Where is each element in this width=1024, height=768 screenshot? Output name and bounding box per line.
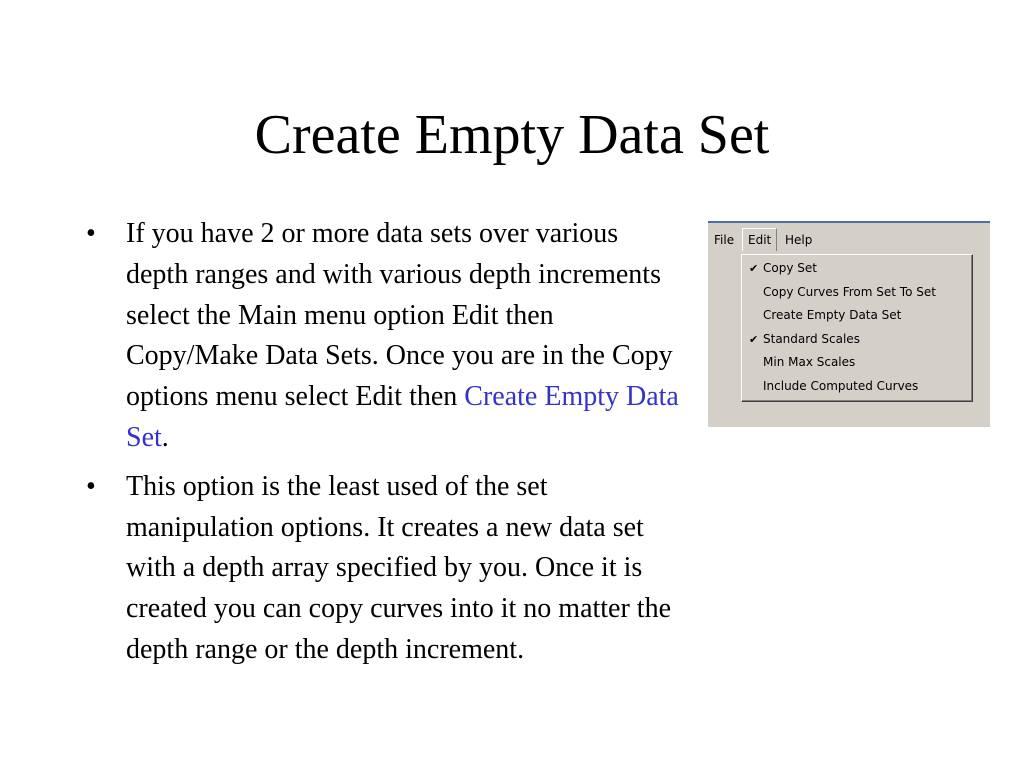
menu-edit[interactable]: Edit — [742, 228, 777, 251]
menu-item-copy-curves[interactable] — [742, 281, 972, 305]
menu-screenshot — [708, 221, 990, 427]
slide-title: Create Empty Data Set — [254, 104, 770, 166]
menu-item-label: Include Computed Curves — [763, 378, 919, 393]
menu-file[interactable]: File — [714, 233, 735, 247]
bullet-mark: • — [86, 218, 96, 249]
menu-item-label: Copy Curves From Set To Set — [763, 284, 936, 299]
menu-item-label: Create Empty Data Set — [763, 308, 902, 323]
menu-item-create-empty-data-set[interactable] — [742, 304, 972, 328]
menu-item-standard-scales[interactable] — [742, 328, 972, 352]
menu-help[interactable]: Help — [785, 233, 813, 247]
check-icon: ✔ — [749, 332, 759, 346]
bullet-text: If you have 2 or more data sets over various depth ranges and with various depth increments select the Main menu option Edit then Copy/Make Data Sets. Once you are in the Copy options menu select Edit then — [126, 218, 673, 413]
menu-item-copy-set[interactable] — [742, 257, 972, 281]
menu-item-label: Standard Scales — [763, 331, 860, 346]
bullet-text-end: . — [161, 421, 169, 453]
bullet-item-2 — [86, 467, 686, 671]
menubar — [708, 223, 990, 253]
bullet-item-1 — [86, 214, 686, 459]
menu-item-min-max-scales[interactable] — [742, 351, 972, 375]
bullet-list — [86, 214, 686, 679]
edit-dropdown-menu — [741, 254, 973, 402]
menu-item-label: Copy Set — [763, 261, 817, 275]
check-icon: ✔ — [749, 262, 759, 275]
create-empty-data-set-link[interactable]: Create Empty Data Set — [126, 381, 679, 453]
bullet-text: This option is the least used of the set manipulation options. It creates a new data set with a depth array specified by you. Once it is created you can copy curves into it no matter the depth range or the depth increment. — [126, 470, 672, 665]
menu-item-include-computed-curves[interactable] — [742, 375, 972, 399]
bullet-mark: • — [86, 470, 96, 502]
menu-item-label: Min Max Scales — [763, 355, 856, 370]
